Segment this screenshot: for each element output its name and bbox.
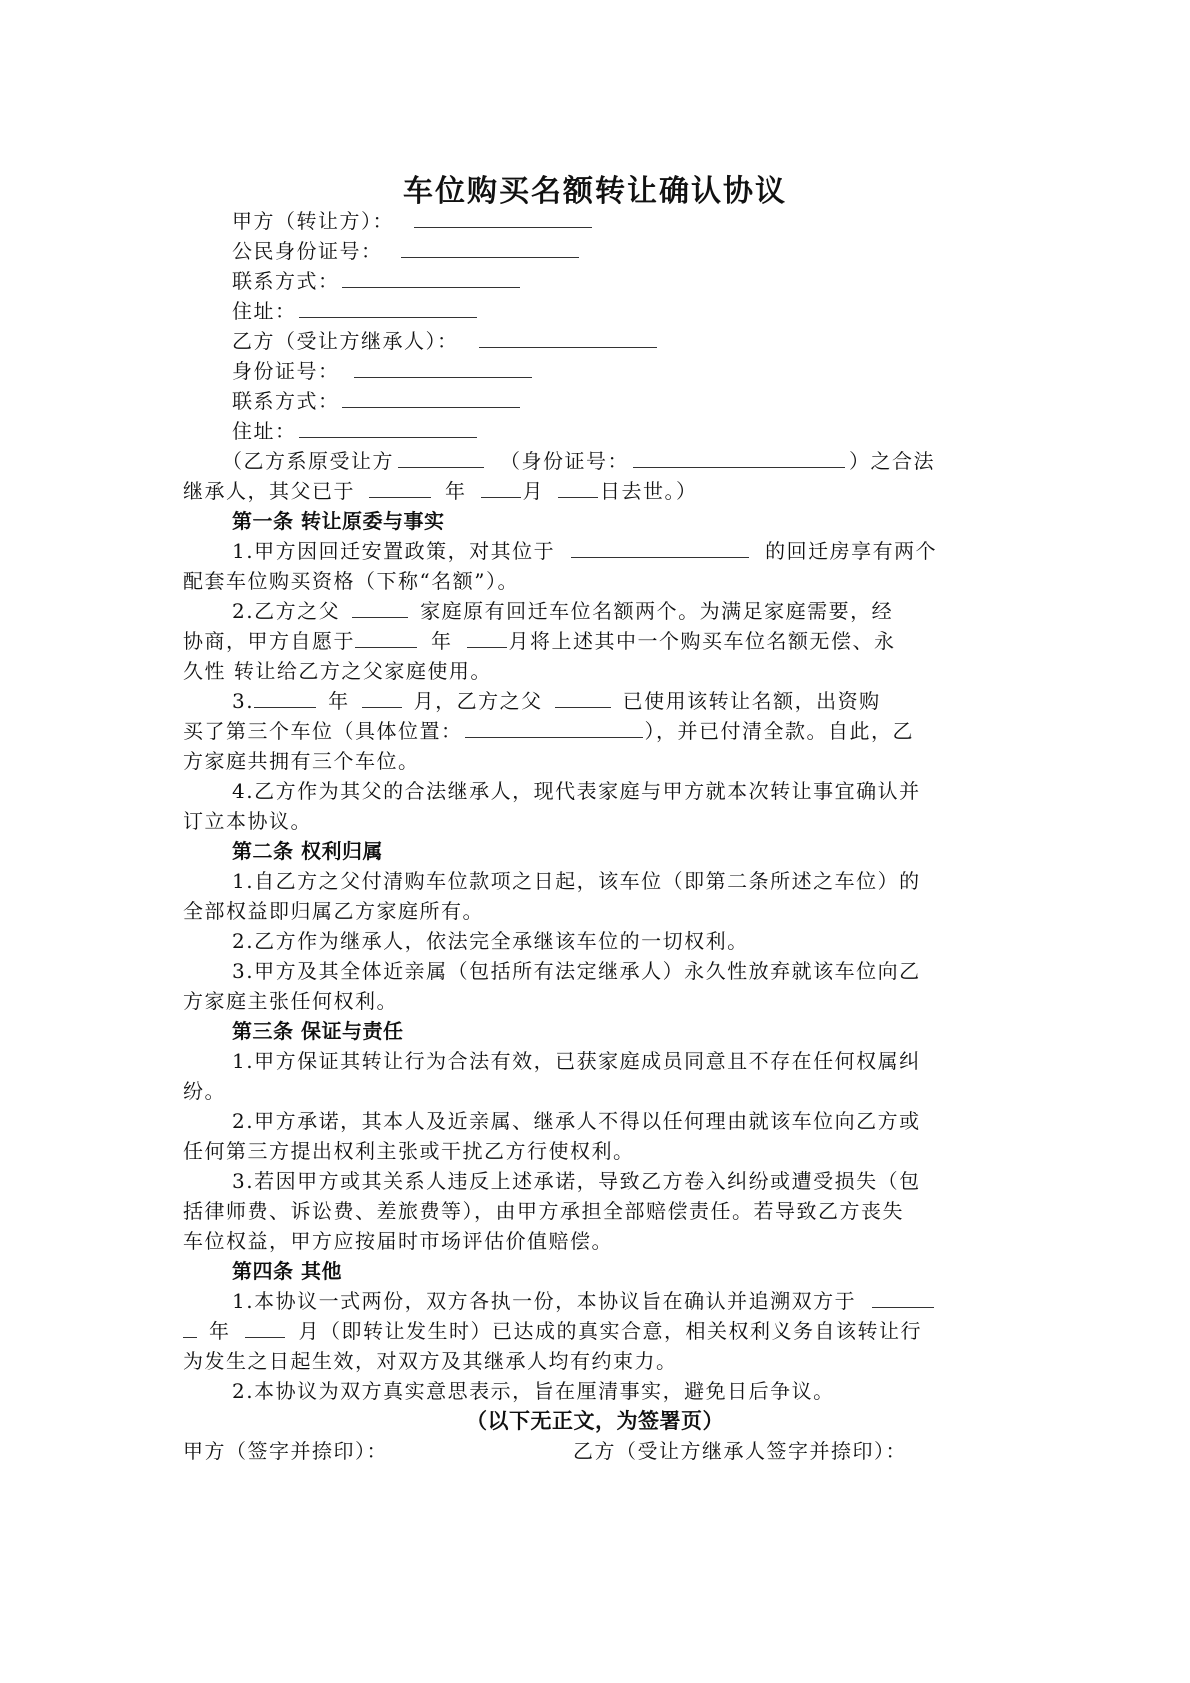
party-a-name-label: 甲方（转让方）： xyxy=(232,209,394,233)
party-b-name-field[interactable] xyxy=(479,327,657,348)
party-b-signature-label: 乙方（受让方继承人签字并捺印）： xyxy=(573,1439,907,1463)
article-3-p3-line2: 括律师费、诉讼费、差旅费等），由甲方承担全部赔偿责任。若导致乙方丧失 xyxy=(183,1199,904,1223)
article-4-p1-line2 xyxy=(183,1316,922,1346)
article-1-p2-line1 xyxy=(232,596,893,626)
article-1-p2-line3: 久性 转让给乙方之父家庭使用。 xyxy=(183,659,492,683)
article-3-p2-line1: 2.甲方承诺，其本人及近亲属、继承人不得以任何理由就该车位向乙方或 xyxy=(232,1109,921,1133)
original-transferee-id-field[interactable] xyxy=(633,447,845,468)
party-b-address-label: 住址： xyxy=(232,419,297,443)
article-1-p2-line2 xyxy=(183,626,896,656)
article-2-p1-line1: 1.自乙方之父付清购车位款项之日起，该车位（即第二条所述之车位）的 xyxy=(232,869,921,893)
party-b-name-label: 乙方（受让方继承人）： xyxy=(232,329,459,353)
clause-text: 2.乙方之父 xyxy=(232,599,341,623)
agreement-year-field[interactable] xyxy=(872,1287,934,1308)
clause-text: 年 xyxy=(328,689,350,713)
clause-text: 月将上述其中一个购买车位名额无偿、永 xyxy=(508,629,896,653)
article-3-p1-line2: 纷。 xyxy=(183,1079,226,1103)
clause-text: 买了第三个车位（具体位置： xyxy=(183,719,463,743)
party-a-id-field[interactable] xyxy=(401,237,579,258)
preamble-text: 继承人，其父已于 xyxy=(183,479,355,503)
clause-text: 月（即转让发生时）已达成的真实合意，相关权利义务自该转让行 xyxy=(298,1319,922,1343)
parking-location-field[interactable] xyxy=(465,717,643,738)
article-1-p1-line1 xyxy=(232,536,937,566)
agreement-year-field-cont[interactable] xyxy=(183,1317,197,1338)
article-1-p3-line3: 方家庭共拥有三个车位。 xyxy=(183,749,420,773)
preamble-text: 年 xyxy=(445,479,467,503)
agreement-month-field[interactable] xyxy=(245,1317,285,1338)
clause-text: 月，乙方之父 xyxy=(413,689,543,713)
preamble-line-2 xyxy=(183,476,698,506)
party-b-contact-label: 联系方式： xyxy=(232,389,340,413)
preamble-text: （身份证号： xyxy=(500,449,629,473)
article-3-heading: 第三条 保证与责任 xyxy=(232,1019,404,1043)
party-b-contact-line xyxy=(232,386,524,416)
article-3-p1-line1: 1.甲方保证其转让行为合法有效，已获家庭成员同意且不存在任何权属纠 xyxy=(232,1049,921,1073)
article-1-p1-line2: 配套车位购买资格（下称“名额”）。 xyxy=(183,569,519,593)
party-a-contact-line xyxy=(232,266,524,296)
transfer-year-field[interactable] xyxy=(355,627,417,648)
preamble-text: 月 xyxy=(522,479,544,503)
signature-note: （以下无正文，为签署页） xyxy=(466,1409,724,1433)
article-2-p1-line2: 全部权益即归属乙方家庭所有。 xyxy=(183,899,484,923)
party-a-id-line xyxy=(232,236,583,266)
father-name-field-2[interactable] xyxy=(555,687,611,708)
clause-text: 1.本协议一式两份，双方各执一份，本协议旨在确认并追溯双方于 xyxy=(232,1289,857,1313)
party-b-address-field[interactable] xyxy=(299,417,477,438)
article-2-p2: 2.乙方作为继承人，依法完全承继该车位的一切权利。 xyxy=(232,929,749,953)
article-1-heading: 第一条 转让原委与事实 xyxy=(232,509,445,533)
purchase-month-field[interactable] xyxy=(362,687,402,708)
resettlement-location-field[interactable] xyxy=(571,537,749,558)
article-1-p3-line1 xyxy=(232,686,881,716)
article-2-p3-line1: 3.甲方及其全体近亲属（包括所有法定继承人）永久性放弃就该车位向乙 xyxy=(232,959,921,983)
clause-text: 年 xyxy=(431,629,453,653)
preamble-text: ）之合法 xyxy=(849,449,935,473)
death-month-field[interactable] xyxy=(481,477,521,498)
party-a-address-field[interactable] xyxy=(299,297,477,318)
document-title: 车位购买名额转让确认协议 xyxy=(403,174,787,209)
transfer-month-field[interactable] xyxy=(467,627,507,648)
clause-text: 1.甲方因回迁安置政策，对其位于 xyxy=(232,539,556,563)
purchase-year-field[interactable] xyxy=(254,687,316,708)
party-a-name-field[interactable] xyxy=(414,207,592,228)
clause-text: 协商，甲方自愿于 xyxy=(183,629,355,653)
party-a-address-label: 住址： xyxy=(232,299,297,323)
article-3-p3-line1: 3.若因甲方或其关系人违反上述承诺，导致乙方卷入纠纷或遭受损失（包 xyxy=(232,1169,921,1193)
party-a-name-line xyxy=(232,206,596,236)
preamble-line-1 xyxy=(222,446,935,476)
party-b-id-field[interactable] xyxy=(354,357,532,378)
party-a-address-line xyxy=(232,296,481,326)
clause-text: ），并已付清全款。自此，乙 xyxy=(644,719,914,743)
clause-text: 家庭原有回迁车位名额两个。为满足家庭需要，经 xyxy=(420,599,894,623)
party-b-id-line xyxy=(232,356,536,386)
article-4-heading: 第四条 其他 xyxy=(232,1259,342,1283)
article-3-p3-line3: 车位权益，甲方应按届时市场评估价值赔偿。 xyxy=(183,1229,613,1253)
article-1-p4-line1: 4.乙方作为其父的合法继承人，现代表家庭与甲方就本次转让事宜确认并 xyxy=(232,779,921,803)
party-a-id-label: 公民身份证号： xyxy=(232,239,383,263)
article-4-p1-line3: 为发生之日起生效，对双方及其继承人均有约束力。 xyxy=(183,1349,678,1373)
article-4-p1-line1 xyxy=(232,1286,934,1316)
death-year-field[interactable] xyxy=(369,477,431,498)
party-b-contact-field[interactable] xyxy=(342,387,520,408)
father-name-field[interactable] xyxy=(352,597,408,618)
original-transferee-field[interactable] xyxy=(398,447,484,468)
clause-text: 3. xyxy=(232,689,255,713)
article-3-p2-line2: 任何第三方提出权利主张或干扰乙方行使权利。 xyxy=(183,1139,635,1163)
article-1-p4-line2: 订立本协议。 xyxy=(183,809,312,833)
party-b-name-line xyxy=(232,326,661,356)
preamble-text: 日去世。） xyxy=(600,479,698,503)
article-2-heading: 第二条 权利归属 xyxy=(232,839,383,863)
party-b-id-label: 身份证号： xyxy=(232,359,340,383)
article-1-p3-line2 xyxy=(183,716,914,746)
clause-text: 的回迁房享有两个 xyxy=(765,539,938,563)
party-a-contact-label: 联系方式： xyxy=(232,269,340,293)
party-a-signature-label: 甲方（签字并捺印）： xyxy=(183,1439,388,1463)
party-a-contact-field[interactable] xyxy=(342,267,520,288)
article-4-p2: 2.本协议为双方真实意思表示，旨在厘清事实，避免日后争议。 xyxy=(232,1379,835,1403)
clause-text: 年 xyxy=(209,1319,231,1343)
party-b-address-line xyxy=(232,416,481,446)
clause-text: 已使用该转让名额，出资购 xyxy=(622,689,881,713)
article-2-p3-line2: 方家庭主张任何权利。 xyxy=(183,989,398,1013)
preamble-text: （乙方系原受让方 xyxy=(222,449,394,473)
death-day-field[interactable] xyxy=(558,477,598,498)
